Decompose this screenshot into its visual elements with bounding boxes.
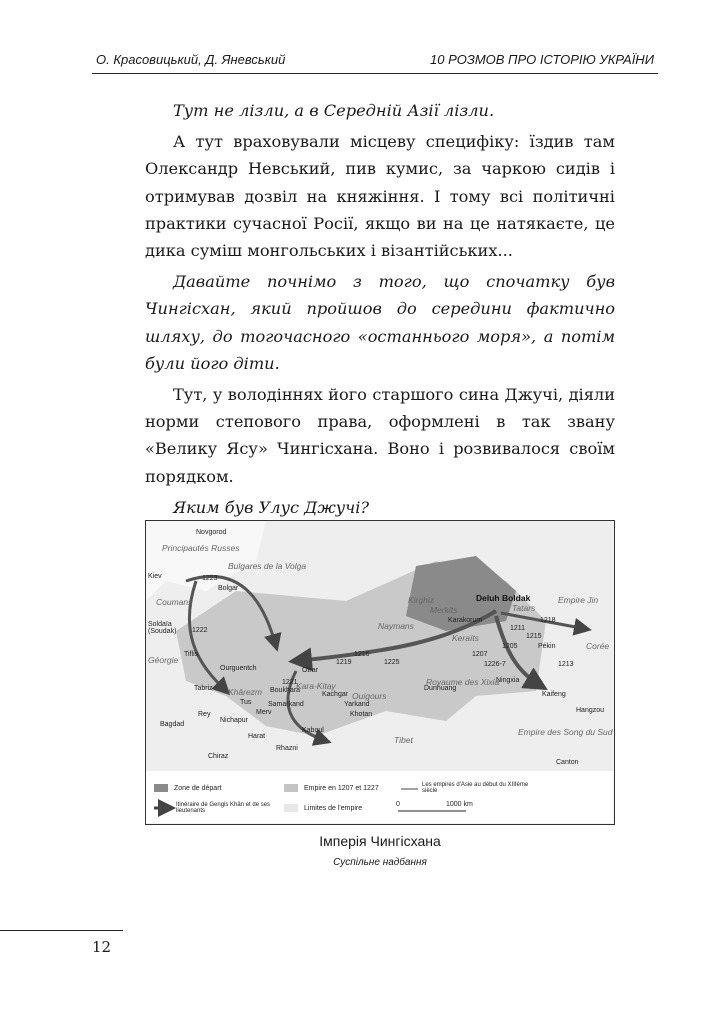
question-paragraph: Тут не лізли, а в Середній Азії лізли.	[173, 101, 495, 120]
header-authors: О. Красовицький, Д. Яневський	[96, 52, 286, 67]
route-year: 1221	[282, 679, 298, 686]
map-place: Canton	[556, 759, 579, 766]
map-place: Samarkand	[268, 701, 304, 708]
main-text	[145, 97, 615, 521]
footer-rule	[0, 930, 123, 931]
legend-empire-label: Empire en 1207 et 1227	[304, 785, 379, 792]
legend-swatch-empire	[284, 784, 298, 792]
map-region: Empire des Song du Sud	[518, 727, 613, 737]
map-place: Novgorod	[196, 529, 227, 536]
map-place: Tus	[240, 699, 252, 706]
route-year: 1215	[526, 633, 542, 640]
map-place: Kaifeng	[542, 691, 566, 698]
legend-area	[146, 771, 613, 823]
map-region: Tatars	[512, 603, 536, 613]
map-region: Merkits	[430, 605, 458, 615]
map-place: Khotan	[350, 711, 373, 718]
legend-zone-label: Zone de départ	[174, 785, 222, 792]
map-region: Khârezm	[228, 687, 263, 697]
map-place: Ningxia	[496, 677, 520, 684]
route-year: 1218	[540, 617, 556, 624]
answer-paragraph: А тут враховували місцеву специфіку: їздив там Олександр Невський, пив кумис, за чаркою сидів і отримував дозвіл на княжіння. І тому всі політичні практики сучасної Росії, якщо ви на це натякаєте, це дика суміш монгольських і візантійських...	[145, 132, 615, 261]
header-book-title: 10 РОЗМОВ ПРО ІСТОРІЮ УКРАЇНИ	[430, 52, 654, 67]
map-place: Yarkand	[344, 701, 370, 708]
map-figure	[145, 520, 615, 825]
route-year: 1222	[192, 627, 208, 634]
map-region: Corée	[586, 641, 610, 651]
map-region: Principautés Russes	[162, 543, 240, 553]
scale-km: 1000 km	[446, 801, 473, 808]
map-region: Kirghiz	[408, 595, 434, 605]
map-place: Hangzou	[576, 707, 605, 714]
map-place: Rey	[198, 711, 211, 718]
map-place: Pékin	[538, 643, 556, 650]
map-place: Bolgar	[218, 585, 239, 592]
legend-swatch-limits	[284, 804, 298, 812]
map-region: Bulgares de la Volga	[228, 561, 307, 571]
page-number: 12	[92, 938, 112, 956]
map-region: Géorgie	[148, 655, 179, 665]
legend-swatch-zone	[154, 784, 168, 792]
route-year: 1207	[472, 651, 488, 658]
map-place: Bagdad	[160, 721, 185, 728]
route-year: 1216	[354, 651, 370, 658]
map-place: Tiflis	[184, 651, 199, 658]
map-region: Ouigours	[352, 691, 387, 701]
figure-caption: Імперія Чингісхана	[319, 833, 441, 849]
route-year: 1219	[336, 659, 352, 666]
map-place: Tabriz	[194, 685, 213, 692]
map-region: Tibet	[394, 735, 413, 745]
map-region: Kara-Kitay	[296, 681, 336, 691]
route-year: 1205	[502, 643, 518, 650]
map-place: Kiev	[148, 573, 162, 580]
map-region: Coumans	[156, 597, 193, 607]
map-place: Soldaïa (Soudak)	[148, 621, 177, 635]
figure-credit: Суспільне надбання	[333, 857, 427, 868]
scale-zero: 0	[396, 801, 400, 808]
running-header	[96, 52, 654, 72]
route-year: 1225	[384, 659, 400, 666]
map-place: Merv	[256, 709, 272, 716]
map-place: Harat	[248, 733, 266, 740]
route-year: 1223	[202, 575, 218, 582]
route-year: 1211	[510, 625, 526, 632]
map-place: Kachgar	[322, 691, 349, 698]
map-region: Naymans	[378, 621, 414, 631]
answer-paragraph: Тут, у володіннях його старшого сина Джучі, діяли норми степового права, оформлені в так звану «Велику Ясу» Чингісхана. Воно і розвивалося своїм порядком.	[145, 385, 615, 486]
legend-line-label: Les empires d'Asie au début du XIIIème siècle	[422, 782, 529, 794]
map-region: Royaume des Xixia	[426, 677, 500, 687]
route-year: 1213	[558, 661, 574, 668]
map-region: Keraïts	[452, 633, 479, 643]
map-place: Boukhara	[270, 687, 300, 694]
route-year: 1226-7	[484, 661, 506, 668]
legend-route-label: Itinéraire de Gengis Khân et de ses lieutenants	[176, 802, 271, 814]
map-place: Rhazni	[276, 745, 298, 752]
question-paragraph: Давайте почнімо з того, що спочатку був Чингісхан, який пройшов до середини фактично шляху, до тогочасного «останнього моря», а потім були його діти.	[145, 272, 615, 373]
question-paragraph: Яким був Улус Джучі?	[173, 497, 370, 517]
map-region: Empire Jin	[558, 595, 599, 605]
map-place: Ourguentch	[220, 665, 257, 672]
map-place: Otrar	[302, 667, 318, 674]
map-place: Karakorum	[448, 617, 483, 624]
map-place: Kaboul	[302, 727, 324, 734]
header-rule	[92, 73, 658, 74]
map-place: Dunhuang	[424, 685, 457, 692]
map-graphic	[146, 521, 613, 823]
start-label: Deluh Boldak	[476, 593, 531, 603]
map-place: Nichapur	[220, 717, 249, 724]
legend-limits-label: Limites de l'empire	[304, 805, 363, 812]
map-place: Chiraz	[208, 753, 229, 760]
